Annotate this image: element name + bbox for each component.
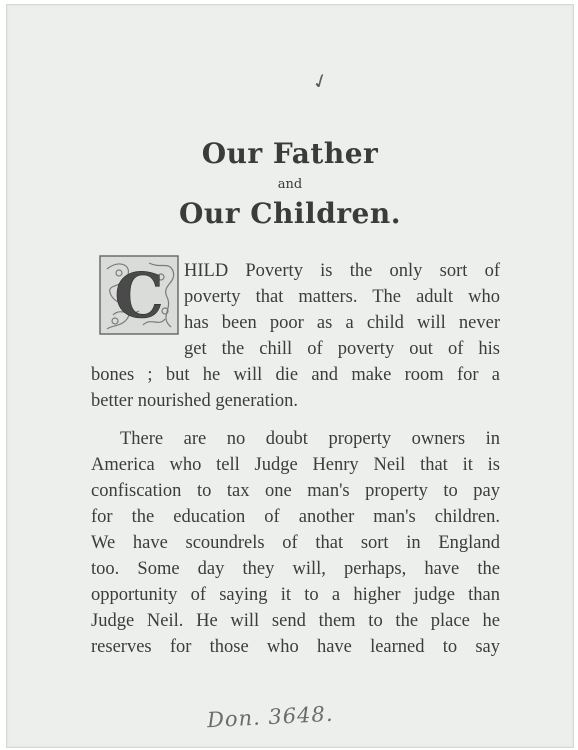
drop-cap-letter: C <box>114 259 164 332</box>
paragraph-1-line: get the chill of poverty out of his <box>184 339 500 359</box>
title-line-1: Our Father <box>201 137 379 170</box>
paragraph-2-line: reserves for those who have learned to say <box>91 637 500 657</box>
paragraph-2-line: for the education of another man's children. <box>91 507 500 527</box>
title-line-3: Our Children. <box>179 197 401 230</box>
paragraph-1-line: better nourished generation. <box>91 391 299 411</box>
pencil-check-mark: ✓ <box>308 66 333 96</box>
paragraph-1-line: bones ; but he will die and make room for a <box>91 365 500 385</box>
paragraph-1-line: has been poor as a child will never <box>184 313 500 333</box>
ornamental-drop-cap <box>99 255 179 335</box>
paragraph-2-line: There are no doubt property owners in <box>120 429 500 449</box>
paragraph-1-line: HILD Poverty is the only sort of <box>184 261 500 281</box>
paragraph-2-line: Judge Neil. He will send them to the place he <box>91 611 500 631</box>
document-page <box>6 4 574 748</box>
handwritten-accession-note: Don. 3648. <box>206 701 335 733</box>
paragraph-1-line: poverty that matters. The adult who <box>184 287 500 307</box>
paragraph-2-line: We have scoundrels of that sort in England <box>91 533 500 553</box>
paragraph-2-line: too. Some day they will, perhaps, have the <box>91 559 500 579</box>
paragraph-2-line: confiscation to tax one man's property to pay <box>91 481 500 501</box>
title-line-2: and <box>277 177 303 192</box>
paragraph-2-line: America who tell Judge Henry Neil that it is <box>91 455 500 475</box>
paragraph-2-line: opportunity of saying it to a higher judge than <box>91 585 500 605</box>
